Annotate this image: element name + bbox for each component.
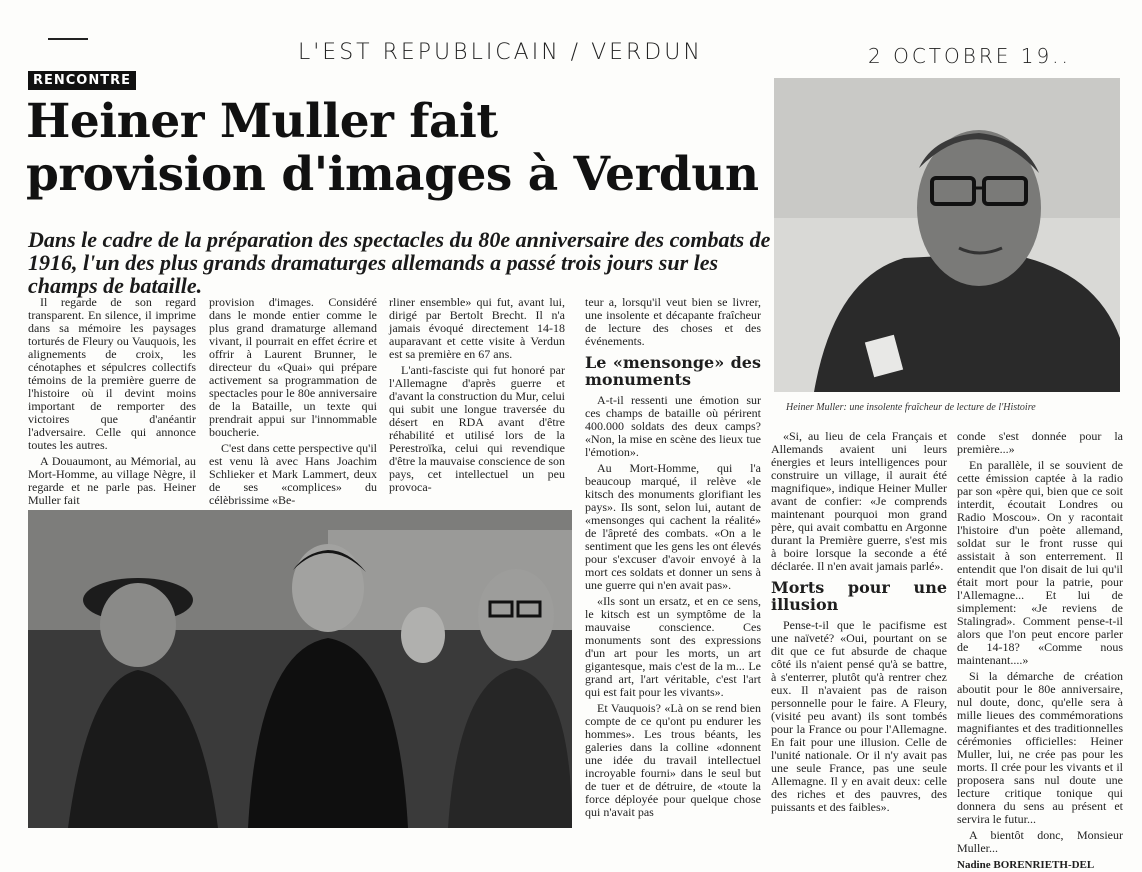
paragraph: A bientôt donc, Monsieur Muller... — [957, 828, 1123, 855]
paragraph: Au Mort-Homme, qui l'a beaucoup marqué, il relève «le kitsch des monuments glorifiant les pays». Ils sont, selon lui, autant de «mensonges qui cachent la réalité» de l'âpreté des combats. «On a le sentiment que les gens les ont élevés pour s'excuser d'avoir envoyé à la mort ces soldats et donner un sens à une guerre qui n'en avait pas». — [585, 461, 761, 592]
paragraph: «Ils sont un ersatz, et en ce sens, le kitsch est un symptôme de la mauvaise conscience. Ces monuments sont des expressions d'un art pour les morts, un art gigantesque, mais c'est de la m... Le grand art, l'art véritable, c'est l'art qui est fait pour les vivants». — [585, 594, 761, 699]
paragraph: conde s'est donnée pour la première...» — [957, 429, 1123, 456]
paragraph: Pense-t-il que le pacifisme est une naïveté? «Oui, pourtant on se dit que ce fut absurde de chaque côté ils n'aient pensé qu'à se battre, à s'enterrer, plutôt qu'à rentrer chez eux. Il n'avaient pas de raison personnelle pour le faire. A Fleury, (visité peu avant) ils sont tombés pour la France ou pour l'Allemagne. En fait pour une illusion. Celle de l'unité nationale. Or il n'y avait pas une seule France, pas une seule Allemagne. Il y en avait deux: celle des riches et des pauvres, des puissants et des faibles». — [771, 618, 947, 814]
lede: Dans le cadre de la préparation des spectacles du 80e anniversaire des combats de 1916, l'un des plus grands dramaturges allemands a passé trois jours sur les champs de bataille. — [28, 227, 771, 298]
group-photo — [28, 510, 572, 828]
portrait-photo — [774, 78, 1120, 392]
paragraph: En parallèle, il se souvient de cette émission captée à la radio par son «père qui, bien que ce soit interdit, écoutait Londres ou Radio Moscou». On y racontait l'histoire d'un poète allemand, soldat sur le front russe qui assistait à son enterrement. Il entendit que l'on disait de lui qu'il était mort pour la patrie, pour l'Allemagne... Et lui de simplement: «Je reviens de Stalingrad». Comment pense-t-il alors que l'on peut encore parler de 14-18? «Comme nous maintenant....» — [957, 458, 1123, 667]
paragraph: L'anti-fasciste qui fut honoré par l'Allemagne d'après guerre et d'avant la construction du Mur, celui qui subit une longue traversée du désert en RDA avant d'être réhabilité et utilisé lors de la Perestroïka, celui qui revendique d'être la mauvaise conscience de son pays, cet intellectuel un peu provoca- — [389, 363, 565, 494]
column-1 — [28, 296, 196, 507]
headline — [26, 95, 766, 201]
paragraph: «Si, au lieu de cela Français et Allemands avaient uni leurs énergies et leurs intelligences pour construire un village, il aurait été magnifique», indique Heiner Muller avant de confier: «Je comprends maintenant pourquoi mon grand père, qui avait combattu en Argonne durant la Première guerre, s'est mis à boire lorsque la seconde a été déclarée. Il n'en avait jamais parlé». — [771, 429, 947, 573]
paragraph: A-t-il ressenti une émotion sur ces champs de bataille où périrent 400.000 soldats des deux camps? «Non, la mise en scène des lieux tue l'émotion». — [585, 393, 761, 459]
paragraph: Si la démarche de création aboutit pour le 80e anniversaire, nul doute, donc, qu'elle sera à mille lieues des commémorations magnifiantes et des traditionnelles cérémonies officielles: Heiner Muller, lui, ne crée pas pour les morts. Il crée pour les vivants et il proposera sans nul doute une lecture critique tonique qui donnera du sens au présent et servira le futur... — [957, 669, 1123, 826]
portrait-image — [774, 78, 1120, 392]
headline-line-1: Heiner Muller fait — [26, 94, 498, 149]
column-2 — [209, 296, 377, 507]
column-3 — [389, 296, 565, 494]
paragraph: A Douaumont, au Mémorial, au Mort-Homme, au village Nègre, il regarde et ne parle pas. Heiner Muller fait — [28, 454, 196, 507]
column-4 — [585, 296, 761, 819]
paragraph: Il regarde de son regard transparent. En silence, il imprime dans sa mémoire les paysages torturés de Fleury ou Vauquois, les alignements de croix, les cénotaphes et sépulcres collectifs témoins de la première guerre de l'histoire où il devint moins important de remporter des victoires que d'anéantir l'adversaire. Celle qui annonce toutes les autres. — [28, 295, 196, 452]
handwritten-date: 2 OCTOBRE 19.. — [868, 44, 1071, 68]
paragraph: teur a, lorsqu'il veut bien se livrer, une insolente et décapante fraîcheur de lecture des choses et des événements. — [585, 295, 761, 348]
author-signature: Nadine BORENRIETH-DEL — [957, 859, 1095, 871]
headline-line-2: provision d'images à Verdun — [26, 147, 759, 202]
column-6 — [957, 430, 1123, 872]
handwritten-source: L'EST REPUBLICAIN / VERDUN — [298, 40, 703, 65]
group-image — [28, 510, 572, 828]
paragraph: provision d'images. Considéré dans le monde entier comme le plus grand dramaturge allemand vivant, il pourrait en effet écrire et offrir à Laurent Brunner, le directeur du «Quai» qui prépare activement sa programmation de spectacles pour le 80e anniversaire de la Bataille, un texte qui prendrait appui sur l'innommable boucherie. — [209, 295, 377, 439]
column-5 — [771, 430, 947, 814]
subheading-mensonge: Le «mensonge» des monuments — [585, 353, 761, 389]
paragraph: rliner ensemble» qui fut, avant lui, dirigé par Bertolt Brecht. Il n'a jamais évoqué directement 14-18 auparavant et cette visite à Verdun est sa première en 67 ans. — [389, 295, 565, 361]
subheading-morts: Morts pour une illusion — [771, 578, 947, 614]
paragraph: C'est dans cette perspective qu'il est venu là avec Hans Joachim Schlieker et Mark Lammert, deux de ses «complices» du célèbrissime «Be- — [209, 441, 377, 507]
paragraph: Et Vauquois? «Là on se rend bien compte de ce qu'ont pu endurer les hommes». Les trous béants, les galeries dans la colline «donnent une idée du travail intellectuel incroyable fourni» dans le seul but de tuer et de détruire, de «toute la force déployée pour quelque chose qui n'avait pas — [585, 701, 761, 819]
header-rule — [48, 38, 88, 40]
photo-caption: Heiner Muller: une insolente fraîcheur de lecture de l'Histoire — [786, 402, 1036, 413]
rubric-label: RENCONTRE — [28, 71, 136, 90]
